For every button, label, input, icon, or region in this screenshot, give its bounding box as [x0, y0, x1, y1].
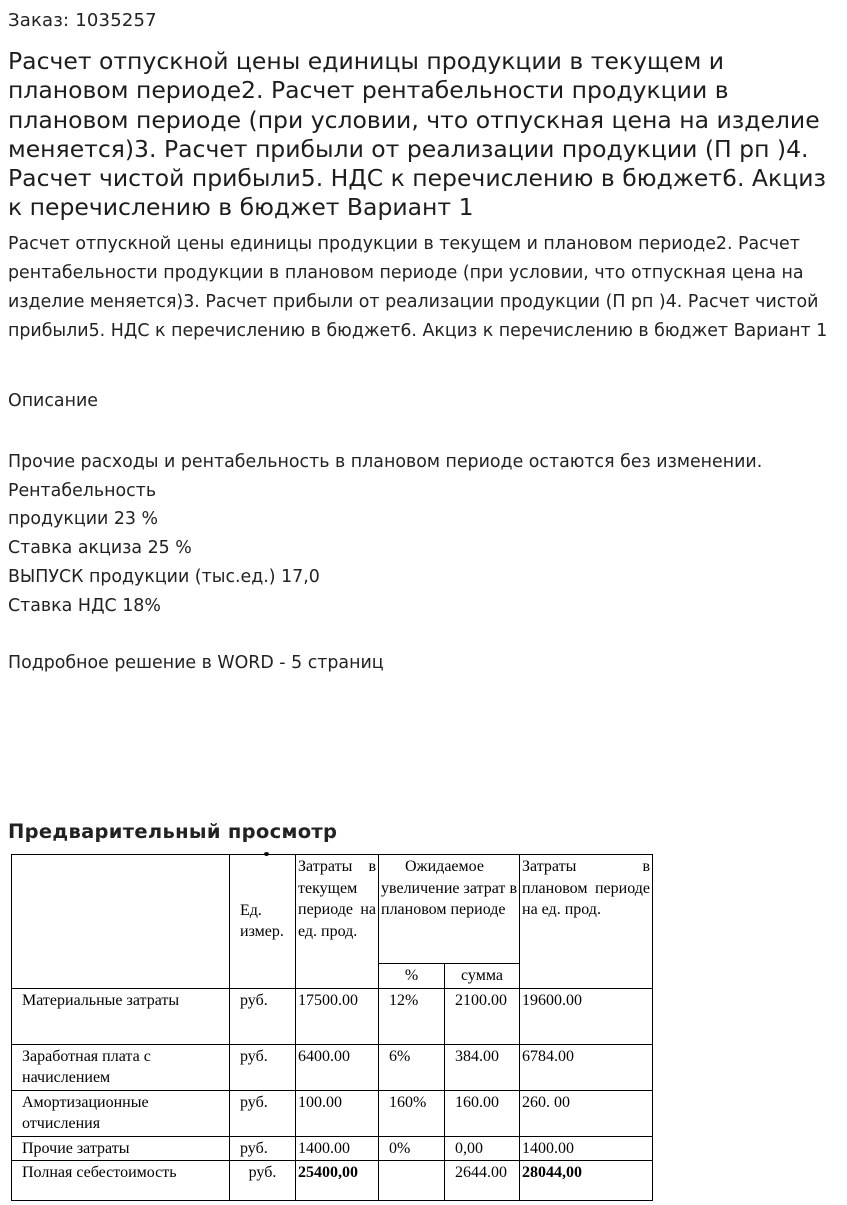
row-planned: 1400.00 [520, 1136, 653, 1161]
description-line: ВЫПУСК продукции (тыс.ед.) 17,0 [8, 566, 320, 587]
row-name: Прочие затраты [12, 1136, 230, 1161]
header-empty-cell [12, 855, 230, 989]
row-current: 1400.00 [296, 1136, 379, 1161]
page-title: Расчет отпускной цены единицы продукции в текущем и плановом периоде2. Расчет рентабельности продукции в плановом периоде (при условии, что отпускная цена на изделие меняется)3. Расчет прибыли от реализации продукции (П рп )4. Расчет чистой прибыли5. НДС к перечислению в бюджет6. Акциз к перечислению в бюджет Вариант 1 [8, 47, 826, 222]
row-current: 17500.00 [296, 988, 379, 1044]
row-name: Амортизационные отчисления [12, 1090, 230, 1136]
order-label: Заказ: [8, 10, 70, 31]
table-header-row [12, 855, 653, 964]
row-name: Материальные затраты [12, 988, 230, 1044]
table-row [12, 1136, 653, 1161]
row-percent: 12% [379, 988, 445, 1044]
cost-table [11, 854, 653, 1201]
row-unit: руб. [230, 988, 296, 1044]
row-planned: 6784.00 [520, 1044, 653, 1090]
row-percent [379, 1161, 445, 1201]
description-text [8, 448, 843, 678]
header-increase: Ожидаемое увеличение затрат в плановом периоде [379, 855, 520, 964]
row-current: 100.00 [296, 1090, 379, 1136]
row-planned: 19600.00 [520, 988, 653, 1044]
row-unit: руб. [230, 1090, 296, 1136]
header-sum: сумма [445, 964, 520, 989]
row-sum: 2100.00 [445, 988, 520, 1044]
description-heading: Описание [8, 391, 98, 411]
row-sum: 2644.00 [445, 1161, 520, 1201]
order-number: 1035257 [75, 10, 157, 31]
description-line: Ставка акциза 25 % [8, 538, 192, 559]
row-sum: 160.00 [445, 1090, 520, 1136]
row-sum: 0,00 [445, 1136, 520, 1161]
row-percent: 160% [379, 1090, 445, 1136]
description-line: Подробное решение в WORD - 5 страниц [8, 652, 384, 673]
description-line: Прочие расходы и рентабельность в плановом периоде остаются без изменении. [8, 452, 763, 472]
row-unit: руб. [230, 1161, 296, 1201]
description-line: Ставка НДС 18% [8, 595, 161, 616]
row-unit: руб. [230, 1136, 296, 1161]
table-row-total [12, 1161, 653, 1201]
header-current: Затраты в текущем периоде на ед. прод. [296, 855, 379, 989]
table-row [12, 988, 653, 1044]
table-row [12, 1044, 653, 1090]
preview-heading: Предварительный просмотр [8, 820, 338, 843]
description-line: Рентабельность [8, 480, 157, 501]
row-percent: 0% [379, 1136, 445, 1161]
row-sum: 384.00 [445, 1044, 520, 1090]
description-line [8, 620, 843, 649]
header-unit: Ед. измер. [230, 855, 296, 989]
page-subtitle: Расчет отпускной цены единицы продукции в текущем и плановом периоде2. Расчет рентабельности продукции в плановом периоде (при условии, что отпускная цена на изделие меняется)3. Расчет прибыли от реализации продукции (П рп )4. Расчет чистой прибыли5. НДС к перечислению в бюджет6. Акциз к перечислению в бюджет Вариант 1 [8, 234, 828, 341]
row-unit: руб. [230, 1044, 296, 1090]
header-percent: % [379, 964, 445, 989]
row-current: 25400,00 [296, 1161, 379, 1201]
order-info [8, 10, 157, 32]
row-percent: 6% [379, 1044, 445, 1090]
description-line: продукции 23 % [8, 509, 159, 530]
row-planned: 28044,00 [520, 1161, 653, 1201]
row-name: Полная себестоимость [12, 1161, 230, 1201]
row-planned: 260. 00 [520, 1090, 653, 1136]
row-name: Заработная плата с начислением [12, 1044, 230, 1090]
header-planned: Затраты в плановом периоде на ед. прод. [520, 855, 653, 989]
table-row [12, 1090, 653, 1136]
row-current: 6400.00 [296, 1044, 379, 1090]
